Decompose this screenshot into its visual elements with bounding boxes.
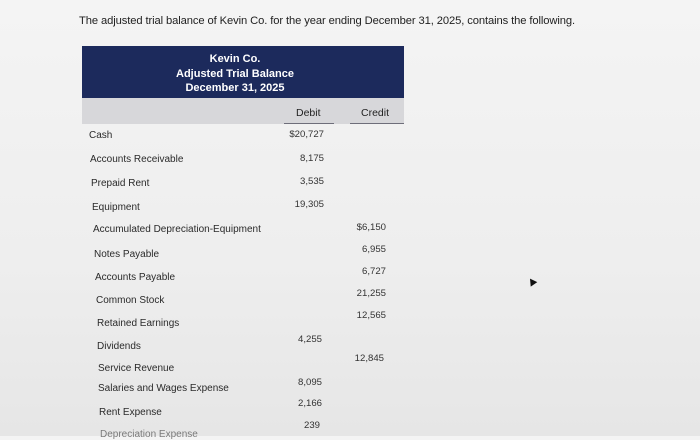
- debit-amount: $20,727: [289, 129, 324, 140]
- debit-column-header: Debit: [296, 107, 321, 119]
- account-name: Accounts Receivable: [90, 154, 184, 165]
- credit-amount: 12,845: [354, 353, 384, 364]
- mouse-pointer-icon: [527, 276, 538, 286]
- credit-amount: $6,150: [356, 222, 386, 233]
- account-name: Salaries and Wages Expense: [98, 383, 229, 394]
- credit-amount: 12,565: [356, 310, 386, 321]
- account-name: Rent Expense: [99, 407, 162, 418]
- account-name: Prepaid Rent: [91, 178, 150, 189]
- debit-amount: 2,166: [297, 398, 322, 409]
- credit-column-header: Credit: [361, 107, 390, 119]
- debit-amount: 8,175: [299, 153, 324, 164]
- column-header-band: [82, 98, 404, 124]
- trial-balance-header: [82, 46, 404, 98]
- debit-amount: 3,535: [299, 176, 324, 187]
- credit-column-rule: [350, 123, 404, 124]
- account-name: Notes Payable: [94, 249, 160, 260]
- account-name: Depreciation Expense: [100, 429, 198, 440]
- intro-text: The adjusted trial balance of Kevin Co. for the year ending December 31, 2025, contains the following.: [79, 15, 576, 27]
- statement-title: Adjusted Trial Balance: [176, 67, 294, 80]
- company-name: Kevin Co.: [209, 53, 261, 65]
- credit-amount: 6,955: [361, 244, 386, 255]
- account-name: Equipment: [92, 202, 140, 213]
- account-name: Accounts Payable: [95, 272, 176, 283]
- statement-date: December 31, 2025: [185, 82, 285, 94]
- account-name: Accumulated Depreciation-Equipment: [93, 224, 261, 235]
- debit-amount: 8,095: [297, 377, 322, 388]
- debit-amount: 239: [303, 420, 320, 431]
- account-name: Common Stock: [96, 295, 165, 306]
- account-name: Retained Earnings: [97, 318, 180, 329]
- debit-column-rule: [284, 123, 334, 124]
- account-name: Dividends: [97, 341, 141, 352]
- account-name: Cash: [89, 130, 113, 141]
- credit-amount: 6,727: [361, 266, 386, 277]
- debit-amount: 4,255: [297, 334, 322, 345]
- debit-amount: 19,305: [294, 199, 324, 210]
- credit-amount: 21,255: [356, 288, 386, 299]
- account-name: Service Revenue: [98, 363, 175, 374]
